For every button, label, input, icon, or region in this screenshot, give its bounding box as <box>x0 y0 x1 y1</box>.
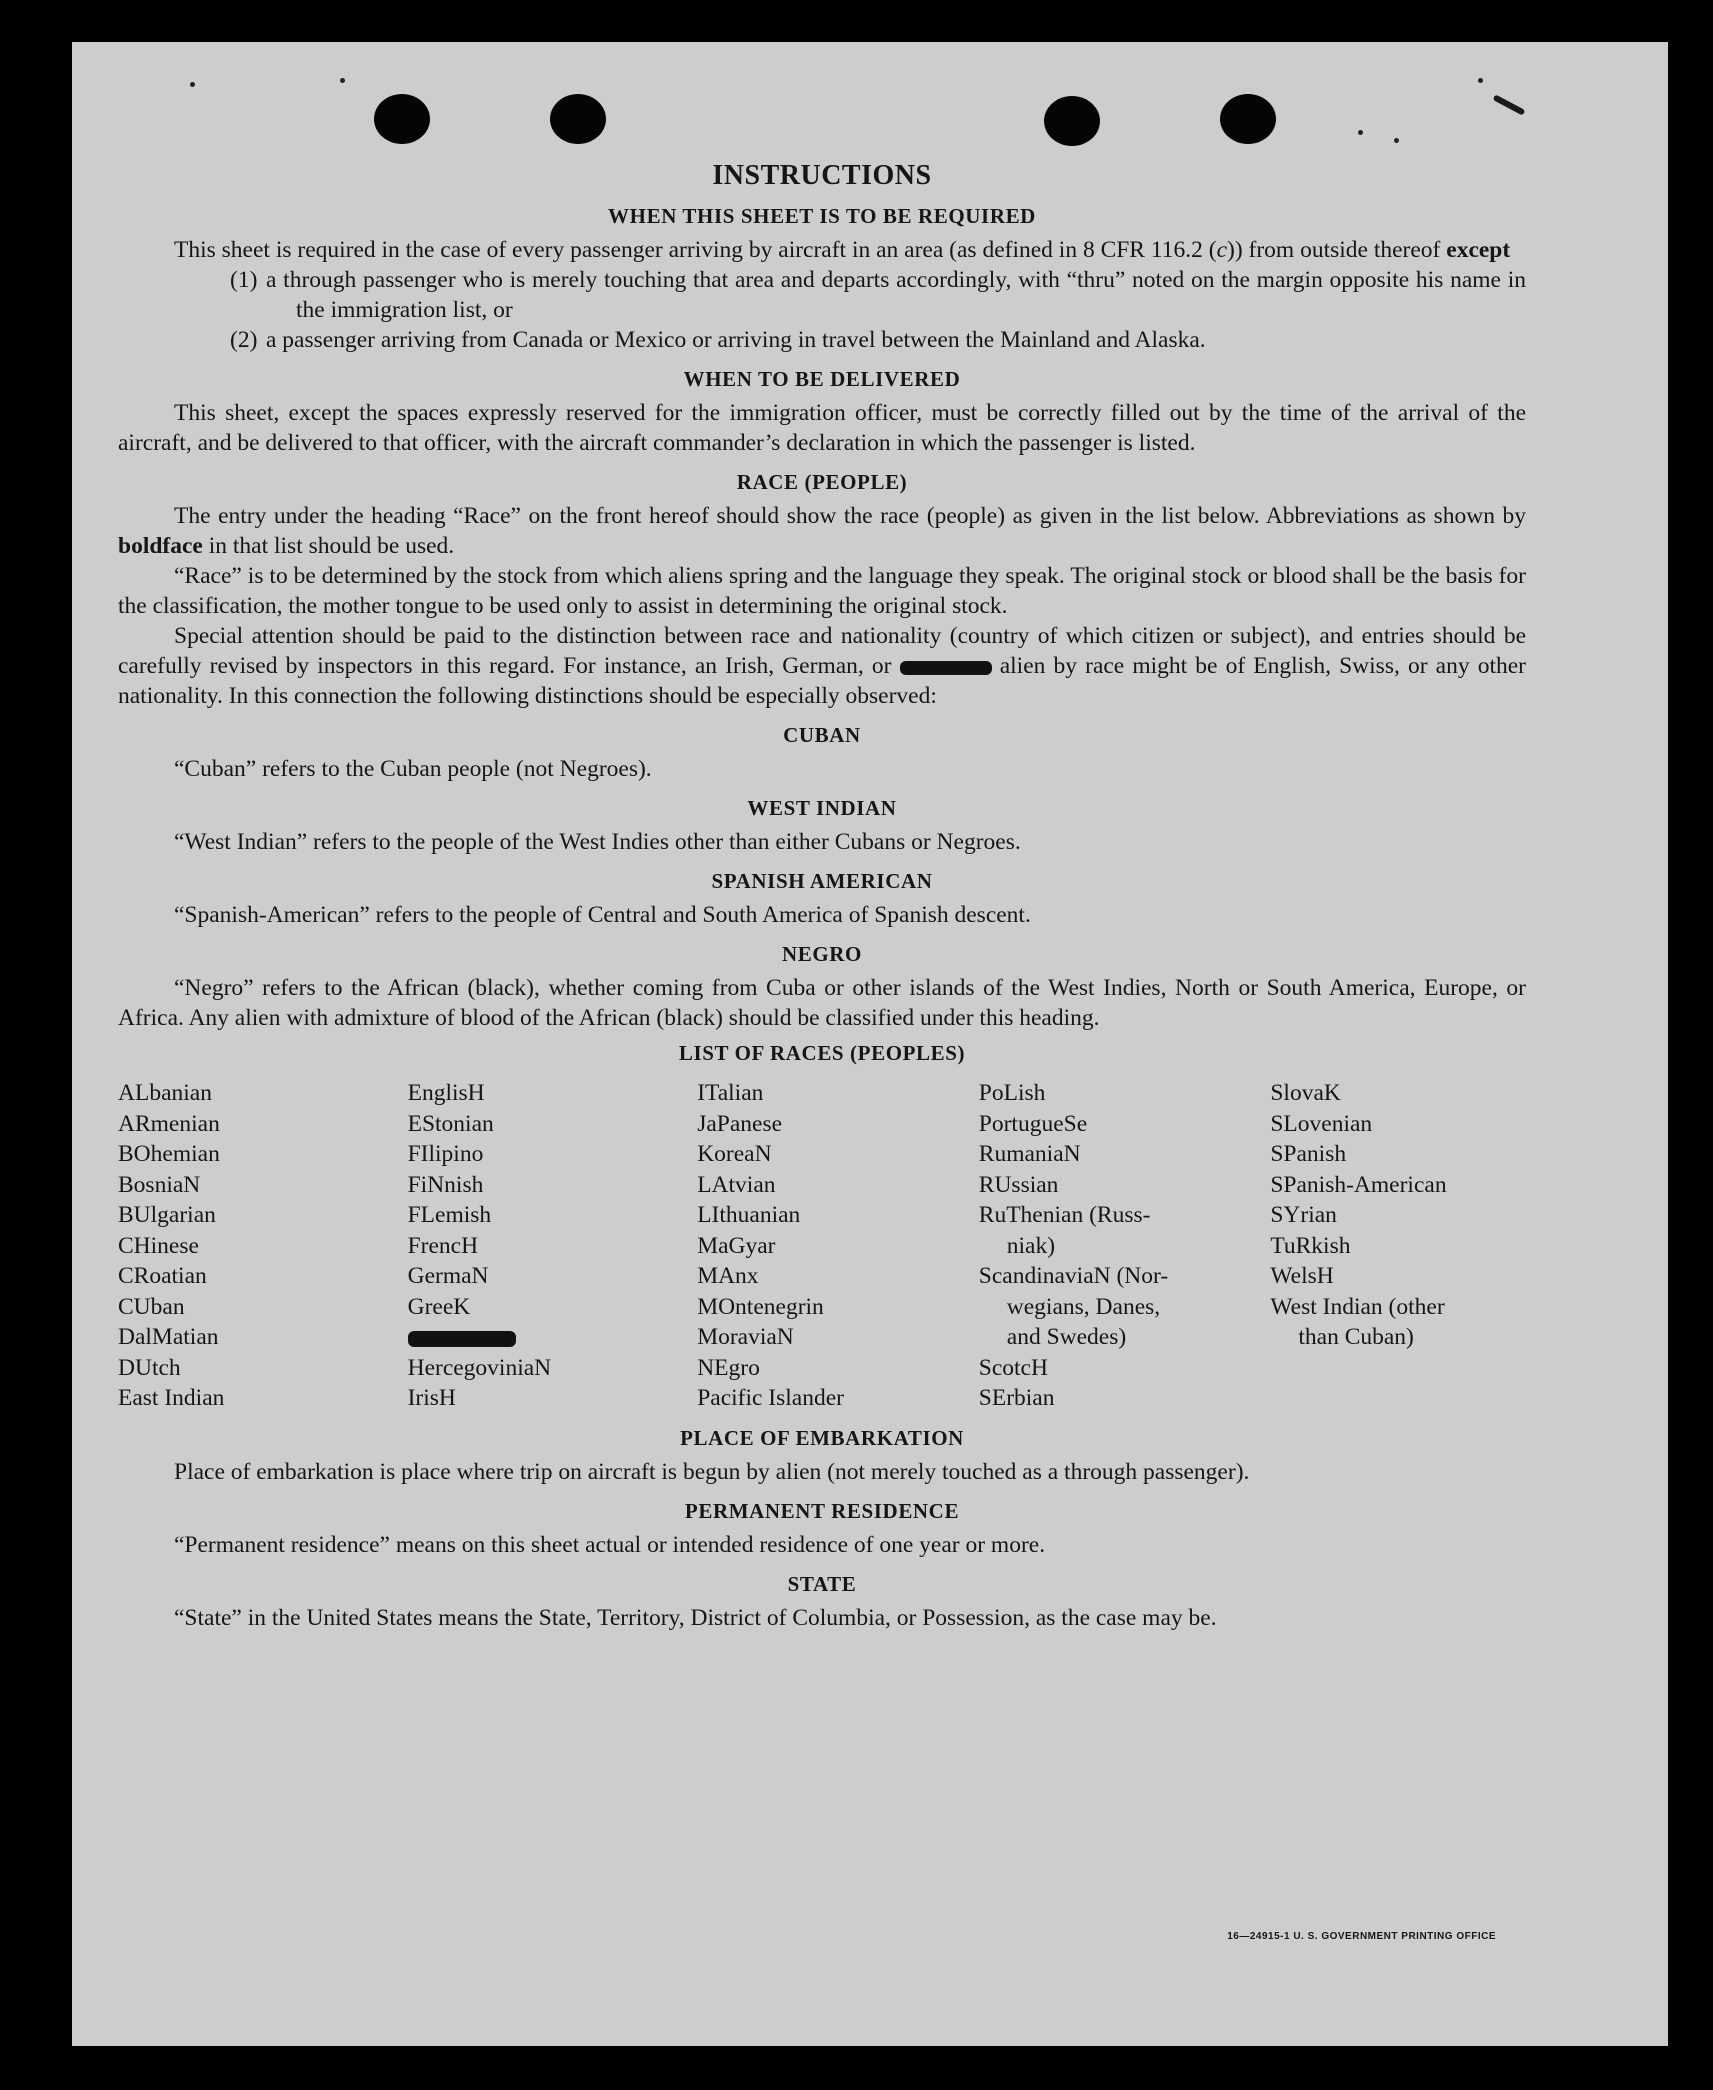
race-entry: RumaniaN <box>978 1141 1081 1167</box>
paragraph: “Cuban” refers to the Cuban people (not Negroes). <box>174 756 652 782</box>
race-entry: HercegoviniaN <box>407 1354 552 1381</box>
race-entry: GermaN <box>407 1263 489 1289</box>
race-entry: niak) <box>1006 1232 1056 1259</box>
paragraph: “State” in the United States means the State, Territory, District of Columbia, or Possession, as the case may be. <box>174 1604 1217 1631</box>
races-column <box>408 1078 698 1414</box>
race-entry: LIthuanian <box>697 1202 801 1228</box>
races-list <box>118 1078 1526 1414</box>
race-entry: PortugueSe <box>978 1110 1088 1137</box>
paragraph: “Permanent residence” means on this sheet actual or intended residence of one year or more. <box>174 1531 1046 1558</box>
race-entry: EStonian <box>407 1110 494 1137</box>
punch-hole <box>1044 96 1100 146</box>
race-entry: DUtch <box>118 1354 181 1381</box>
race-entry: IrisH <box>407 1385 456 1411</box>
speck <box>1478 78 1483 83</box>
race-entry: ScandinaviaN (Nor- <box>978 1263 1169 1289</box>
section-heading: PLACE OF EMBARKATION <box>680 1425 964 1450</box>
race-entry-redacted <box>408 1322 698 1353</box>
races-column <box>697 1078 979 1414</box>
race-entry: NEgro <box>697 1354 760 1381</box>
paragraph: Special attention should be paid to the distinction between race and nationality (country of which citizen or subject), and entries should be carefully revised by inspectors in this regard. For instance, an Irish, German, or alien by race might be of English, Swiss, or any other nationality. In this connection the following distinctions should be especially observed: <box>118 623 1526 709</box>
section-heading: LIST OF RACES (PEOPLES) <box>678 1041 966 1065</box>
race-entry: SlovaK <box>1270 1080 1341 1106</box>
race-entry: than Cuban) <box>1298 1324 1414 1350</box>
speck <box>1394 138 1399 143</box>
race-entry: FIlipino <box>407 1141 484 1167</box>
section-heading: WEST INDIAN <box>747 796 897 820</box>
race-entry: BUlgarian <box>118 1202 216 1228</box>
paragraph: “Negro” refers to the African (black), whether coming from Cuba or other islands of the West Indies, North or South America, Europe, or Africa. Any alien with admixture of blood of the African (black) should be classified under this heading. <box>118 975 1526 1031</box>
section-heading: STATE <box>787 1571 857 1596</box>
paragraph: “West Indian” refers to the people of the West Indies other than either Cubans or Negroes. <box>174 829 1021 855</box>
page-title: INSTRUCTIONS <box>712 160 932 191</box>
section-heading: PERMANENT RESIDENCE <box>684 1498 960 1523</box>
race-entry: MOntenegrin <box>697 1293 824 1320</box>
race-entry: West Indian (other <box>1270 1293 1445 1320</box>
race-entry: and Swedes) <box>1006 1324 1127 1350</box>
race-entry: MoraviaN <box>697 1324 794 1350</box>
punch-hole <box>374 94 430 144</box>
document-page <box>72 42 1668 2046</box>
race-entry: EnglisH <box>407 1080 485 1106</box>
printer-imprint: 16—24915-1 U. S. GOVERNMENT PRINTING OFFICE <box>1227 1931 1496 1942</box>
paragraph: “Spanish-American” refers to the people of Central and South America of Spanish descent. <box>174 902 1031 928</box>
race-entry: DalMatian <box>118 1324 219 1350</box>
speck <box>190 82 195 87</box>
section-heading: WHEN TO BE DELIVERED <box>683 367 961 391</box>
race-entry: FLemish <box>407 1202 492 1228</box>
race-entry: MAnx <box>697 1263 759 1289</box>
section-heading: NEGRO <box>781 942 862 966</box>
race-entry: ScotcH <box>978 1354 1048 1381</box>
section-heading: RACE (PEOPLE) <box>736 470 908 494</box>
punch-hole <box>1220 94 1276 144</box>
races-column <box>1270 1078 1526 1414</box>
race-entry: TuRkish <box>1270 1232 1351 1259</box>
race-entry: JaPanese <box>697 1110 783 1137</box>
race-entry: East Indian <box>118 1385 225 1411</box>
race-entry: SPanish-American <box>1270 1171 1447 1198</box>
race-entry: SLovenian <box>1270 1110 1373 1137</box>
speck <box>340 78 345 83</box>
redaction-mark <box>900 661 992 675</box>
race-entry: RuThenian (Russ- <box>978 1202 1151 1228</box>
race-entry: ARmenian <box>118 1110 220 1137</box>
race-entry: RUssian <box>978 1171 1059 1198</box>
race-entry: KoreaN <box>697 1141 772 1167</box>
ink-mark <box>1493 94 1526 115</box>
race-entry: CRoatian <box>118 1263 207 1289</box>
race-entry: BOhemian <box>118 1141 220 1167</box>
paragraph: This sheet, except the spaces expressly reserved for the immigration officer, must be correctly filled out by the time of the arrival of the aircraft, and be delivered to that officer, with the aircraft commander’s declaration in which the passenger is listed. <box>118 400 1526 456</box>
race-entry: Pacific Islander <box>697 1385 844 1411</box>
race-entry: ALbanian <box>118 1080 212 1106</box>
paragraph: This sheet is required in the case of every passenger arriving by aircraft in an area (as defined in 8 CFR 116.2 (c)) from outside thereof except <box>174 237 1511 263</box>
speck <box>1358 130 1363 135</box>
list-item: (2) a passenger arriving from Canada or Mexico or arriving in travel between the Mainland and Alaska. <box>230 327 1206 353</box>
list-item: (1) a through passenger who is merely touching that area and departs accordingly, with “thru” noted on the margin opposite his name in the immigration list, or <box>230 267 1526 323</box>
race-entry: ITalian <box>697 1080 764 1106</box>
section-heading: WHEN THIS SHEET IS TO BE REQUIRED <box>608 204 1036 228</box>
race-entry: BosniaN <box>118 1171 201 1198</box>
paragraph: “Race” is to be determined by the stock from which aliens spring and the language they speak. The original stock or blood shall be the basis for the classification, the mother tongue to be used only to assist in determining the original stock. <box>118 563 1526 619</box>
races-column <box>979 1078 1271 1414</box>
race-entry: SPanish <box>1270 1141 1347 1167</box>
race-entry: FrencH <box>407 1232 479 1259</box>
race-entry: PoLish <box>978 1080 1046 1106</box>
race-entry: SErbian <box>978 1385 1055 1411</box>
race-entry: FiNnish <box>407 1171 484 1198</box>
race-entry: WelsH <box>1270 1263 1334 1289</box>
race-entry: GreeK <box>407 1293 471 1320</box>
race-entry: wegians, Danes, <box>1006 1293 1161 1320</box>
section-heading: CUBAN <box>783 723 861 747</box>
paragraph: Place of embarkation is place where trip on aircraft is begun by alien (not merely touched as a through passenger). <box>174 1458 1250 1485</box>
race-entry: LAtvian <box>697 1171 776 1198</box>
race-entry: SYrian <box>1270 1202 1337 1228</box>
paragraph: The entry under the heading “Race” on the front hereof should show the race (people) as given in the list below. Abbreviations as shown by boldface in that list should be used. <box>118 503 1526 559</box>
race-entry: CUban <box>118 1293 185 1320</box>
punch-hole <box>550 94 606 144</box>
race-entry: MaGyar <box>697 1232 776 1259</box>
section-heading: SPANISH AMERICAN <box>711 869 933 893</box>
race-entry: CHinese <box>118 1232 199 1259</box>
races-column <box>118 1078 408 1414</box>
